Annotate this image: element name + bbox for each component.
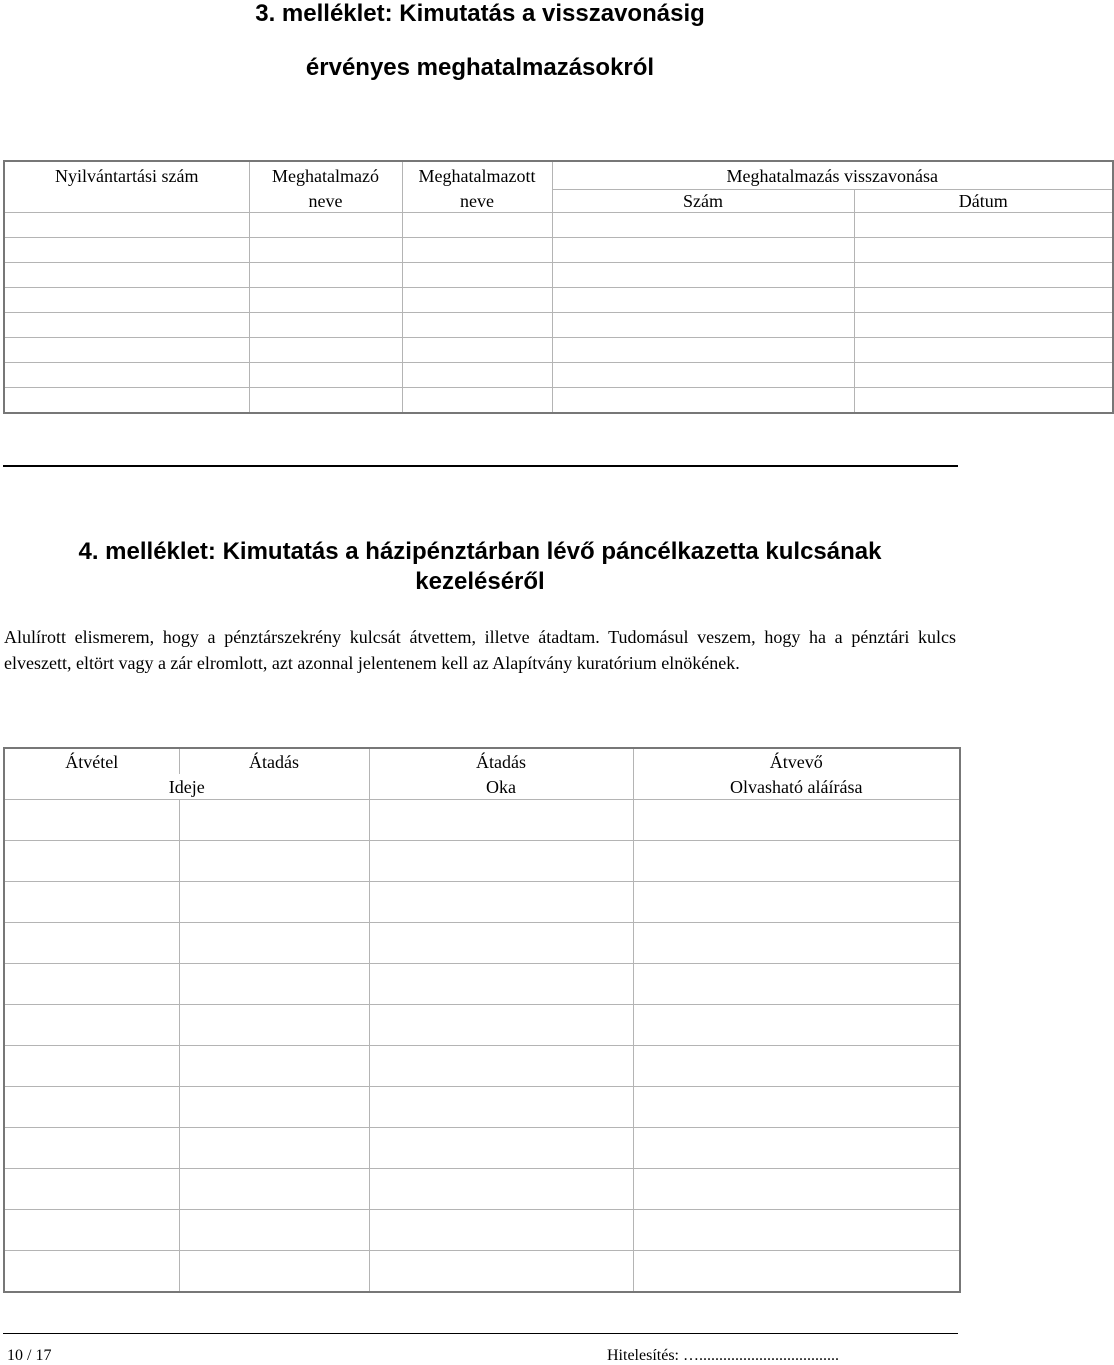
table-row xyxy=(4,841,960,882)
section3-title-line1: 3. melléklet: Kimutatás a visszavonásig xyxy=(255,0,705,27)
table-row xyxy=(4,923,960,964)
power-of-attorney-table xyxy=(3,160,1114,414)
header-reason: Oka xyxy=(369,774,633,800)
header-grantee-l1: Meghatalmazott xyxy=(402,161,552,190)
header-revocation-number: Szám xyxy=(552,190,854,213)
table-row xyxy=(4,1087,960,1128)
table-row xyxy=(4,882,960,923)
header-revocation-date: Dátum xyxy=(854,190,1113,213)
footer-divider xyxy=(3,1333,958,1334)
header-registration-number-cont xyxy=(4,190,249,213)
header-grantor-l1: Meghatalmazó xyxy=(249,161,402,190)
table-row xyxy=(4,800,960,841)
table-row xyxy=(4,1005,960,1046)
table-row xyxy=(4,213,1113,238)
table-row xyxy=(4,263,1113,288)
section-divider xyxy=(3,465,958,467)
header-handover-2: Átadás xyxy=(369,748,633,774)
section4-title-line2: kezeléséről xyxy=(415,568,545,595)
header-signature: Olvasható aláírása xyxy=(633,774,960,800)
table-row xyxy=(4,338,1113,363)
header-revocation: Meghatalmazás visszavonása xyxy=(552,161,1113,190)
table-row xyxy=(4,1046,960,1087)
key-handover-table xyxy=(3,747,961,1293)
header-registration-number: Nyilvántartási szám xyxy=(4,161,249,190)
table-row xyxy=(4,964,960,1005)
acknowledgement-paragraph: Alulírott elismerem, hogy a pénztárszekrény kulcsát átvettem, illetve átadtam. Tudomásul veszem, hogy ha a pénztári kulcs elveszett, eltört vagy a zár elromlott, azt azonnal jelentenem kell az Alapítvány kuratórium elnökének. xyxy=(4,627,956,673)
page-number: 10 / 17 xyxy=(7,1347,52,1364)
header-time: Ideje xyxy=(4,774,369,800)
table-row xyxy=(4,313,1113,338)
header-receipt: Átvétel xyxy=(4,748,179,774)
table-row xyxy=(4,1251,960,1293)
table-row xyxy=(4,363,1113,388)
header-grantee-l2: neve xyxy=(402,190,552,213)
section4-title-line1: 4. melléklet: Kimutatás a házipénztárban lévő páncélkazetta kulcsának xyxy=(78,538,882,565)
authentication-line: Hitelesítés: …................................... xyxy=(607,1347,839,1364)
table-row xyxy=(4,1169,960,1210)
table-row xyxy=(4,288,1113,313)
table-row xyxy=(4,1128,960,1169)
table-row xyxy=(4,238,1113,263)
table-row xyxy=(4,388,1113,414)
table-row xyxy=(4,1210,960,1251)
header-recipient: Átvevő xyxy=(633,748,960,774)
header-handover: Átadás xyxy=(179,748,369,774)
section3-title-line2: érvényes meghatalmazásokról xyxy=(305,54,655,81)
header-grantor-l2: neve xyxy=(249,190,402,213)
